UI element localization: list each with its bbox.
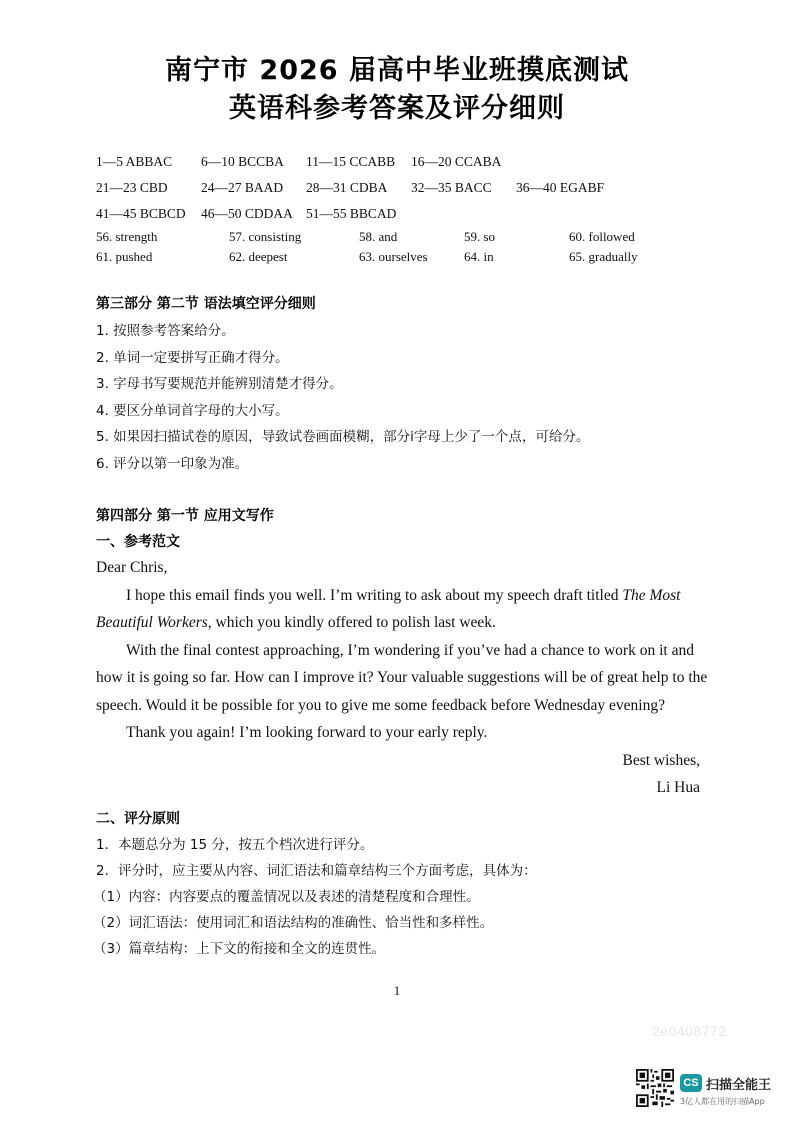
scanner-app-tagline: 3亿人都在用的扫描App [680, 1097, 765, 1106]
scoring-line: 2．评分时，应主要从内容、词汇语法和篇章结构三个方面考虑，具体为： [96, 863, 537, 879]
answer-group: 51—55 BBCAD [306, 206, 397, 221]
sample-essay-heading: 一、参考范文 [96, 534, 180, 550]
page-title-line-2: 英语科参考答案及评分细则 [229, 93, 565, 124]
speech-title-part: Beautiful Workers [96, 614, 208, 631]
answer-group: 6—10 BCCBA [201, 154, 284, 169]
essay-text: I hope this email finds you well. I’m writing to ask about my speech draft titled [126, 587, 623, 604]
answer-group: 41—45 BCBCD [96, 206, 186, 221]
grammar-rule: 2. 单词一定要拼写正确才得分。 [96, 350, 289, 366]
answer-group: 11—15 CCABB [306, 154, 396, 169]
essay-closing: Best wishes, [622, 752, 700, 769]
essay-signature: Li Hua [656, 779, 700, 796]
grammar-section-heading: 第三部分 第二节 语法填空评分细则 [96, 296, 316, 312]
answer-group: 1—5 ABBAC [96, 154, 173, 169]
watermark-id: 2e0408772 [652, 1023, 727, 1039]
essay-line: Thank you again! I’m looking forward to your early reply. [126, 724, 488, 741]
answer-item: 57. consisting [229, 229, 302, 244]
essay-line: how it is going so far. How can I improve it? Your valuable suggestions will be of great help to the [96, 669, 708, 686]
camscanner-logo-icon: CS [680, 1074, 702, 1092]
scoring-principles-heading: 二、评分原则 [96, 811, 180, 827]
qr-code-icon [636, 1069, 674, 1107]
answer-group: 46—50 CDDAA [201, 206, 293, 221]
answer-group: 16—20 CCABA [411, 154, 502, 169]
grammar-rule: 6. 评分以第一印象为准。 [96, 456, 249, 472]
answer-group: 21—23 CBD [96, 180, 168, 195]
grammar-rule: 5. 如果因扫描试卷的原因，导致试卷画面模糊，部分i字母上少了一个点，可给分。 [96, 429, 590, 445]
answer-item: 60. followed [569, 229, 635, 244]
scoring-line: （3）篇章结构：上下文的衔接和全文的连贯性。 [93, 941, 386, 957]
essay-text: , which you kindly offered to polish last week. [207, 614, 496, 631]
page-title-line-1: 南宁市 2026 届高中毕业班摸底测试 [165, 55, 629, 86]
answer-item: 62. deepest [229, 249, 288, 264]
scoring-line: 1．本题总分为 15 分，按五个档次进行评分。 [96, 837, 374, 853]
essay-line [96, 614, 702, 632]
essay-line [126, 587, 732, 605]
answer-item: 65. gradually [569, 249, 638, 264]
answer-item: 59. so [464, 229, 496, 244]
answer-group: 28—31 CDBA [306, 180, 388, 195]
answer-item: 64. in [464, 249, 494, 264]
page-number: 1 [393, 983, 401, 998]
essay-line: speech. Would it be possible for you to give me some feedback before Wednesday evening? [96, 697, 665, 714]
writing-section-heading: 第四部分 第一节 应用文写作 [96, 508, 274, 524]
essay-greeting: Dear Chris, [96, 559, 168, 576]
answer-group: 32—35 BACC [411, 180, 492, 195]
answer-item: 56. strength [96, 229, 158, 244]
scanner-app-name: 扫描全能王 [706, 1078, 772, 1093]
scoring-line: （1）内容：内容要点的覆盖情况以及表述的清楚程度和合理性。 [93, 889, 480, 905]
grammar-rule: 1. 按照参考答案给分。 [96, 323, 235, 339]
answer-group: 24—27 BAAD [201, 180, 284, 195]
answer-item: 58. and [359, 229, 398, 244]
answer-group: 36—40 EGABF [516, 180, 605, 195]
essay-line: With the final contest approaching, I’m wondering if you’ve had a chance to work on it and [126, 642, 694, 659]
scoring-line: （2）词汇语法：使用词汇和语法结构的准确性、恰当性和多样性。 [93, 915, 494, 931]
speech-title-part: The Most [622, 587, 681, 604]
answer-item: 61. pushed [96, 249, 153, 264]
grammar-rule: 3. 字母书写要规范并能辨别清楚才得分。 [96, 376, 343, 392]
grammar-rule: 4. 要区分单词首字母的大小写。 [96, 403, 289, 419]
answer-item: 63. ourselves [359, 249, 428, 264]
